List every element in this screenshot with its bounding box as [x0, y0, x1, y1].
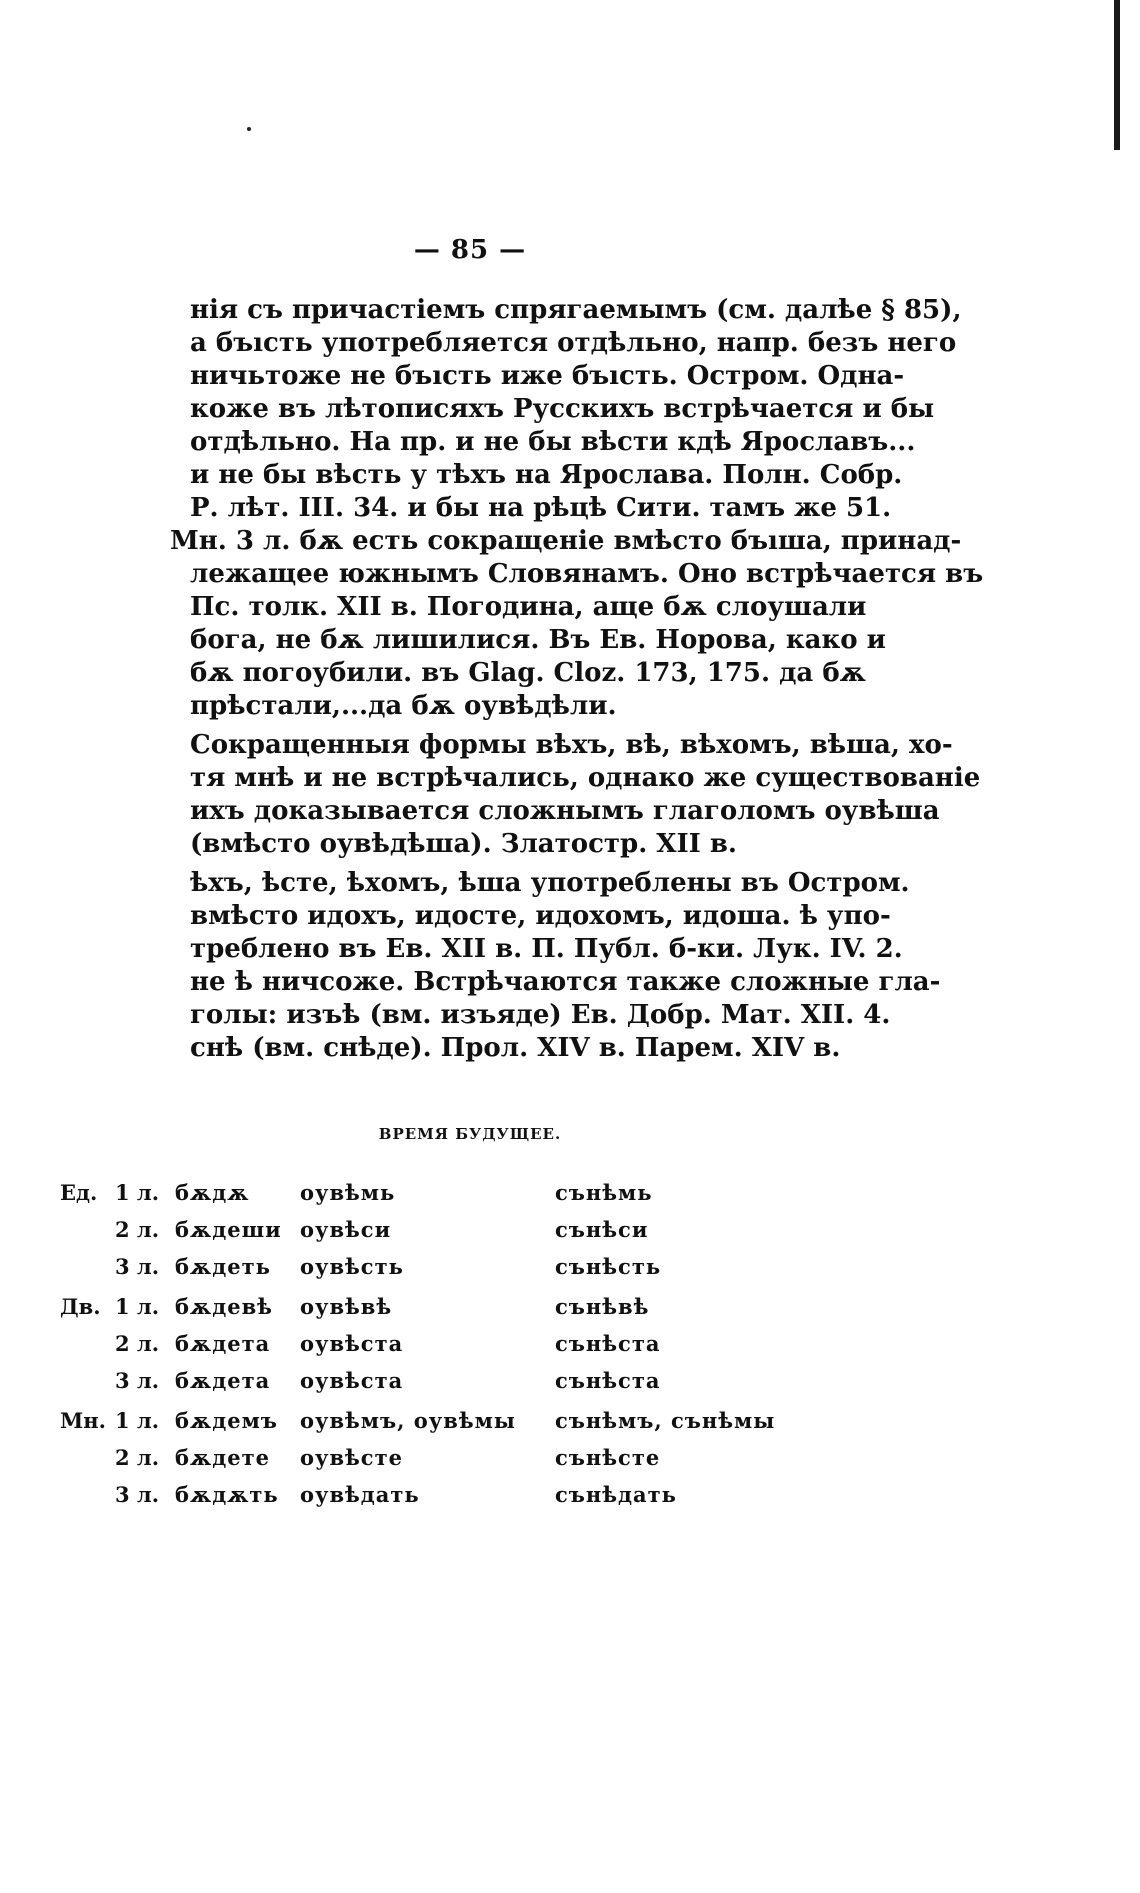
text-line: и не бы вѣсть у тѣхъ на Ярослава. Полн. Собр. [190, 460, 903, 490]
form-cell: бѫдете [175, 1445, 270, 1470]
form-cell: сънѣсть [555, 1254, 662, 1279]
form-cell: сънѣмъ, сънѣмы [555, 1408, 776, 1433]
text-line: коже въ лѣтописяхъ Русскихъ встрѣчается и бы [190, 394, 935, 424]
text-line: не ѣ ничсоже. Встрѣчаются также сложные гла- [190, 967, 941, 997]
page-number: — 85 — [413, 235, 527, 265]
person-label: 1 л. [115, 1408, 160, 1433]
conjugation-row [60, 1180, 820, 1217]
form-cell: бѫдета [175, 1368, 271, 1393]
text-line: ничьтоже не бъıсть иже бъıсть. Остром. Одна- [190, 361, 905, 391]
text-line: бѫ погоубили. въ Glag. Cloz. 173, 175. да бѫ [190, 658, 866, 688]
number-label: Дв. [60, 1294, 101, 1319]
person-label: 2 л. [115, 1445, 160, 1470]
form-cell: сънѣдать [555, 1482, 677, 1507]
person-label: 2 л. [115, 1217, 160, 1242]
form-cell: оувѣсть [300, 1254, 404, 1279]
form-cell: бѫдевѣ [175, 1294, 273, 1319]
text-line: вмѣсто идохъ, идосте, идохомъ, идоша. ѣ упо- [190, 901, 891, 931]
text-line: ихъ доказывается сложнымъ глаголомъ оувѣша [190, 796, 940, 826]
conjugation-row [60, 1408, 820, 1445]
form-cell: сънѣмь [555, 1180, 653, 1205]
form-cell: бѫдѫ [175, 1180, 250, 1205]
text-line: ѣхъ, ѣсте, ѣхомъ, ѣша употреблены въ Остром. [190, 868, 910, 898]
text-line: Пс. толк. XII в. Погодина, аще бѫ слоушали [190, 592, 867, 622]
text-line: Сокращенныя формы вѣхъ, вѣ, вѣхомъ, вѣша, хо- [190, 730, 953, 760]
text-line: нія съ причастіемъ спрягаемымъ (см. далѣе § 85), [190, 295, 962, 325]
scan-edge-line [1114, 0, 1120, 150]
section-heading: ВРЕМЯ БУДУЩЕЕ. [378, 1125, 562, 1143]
number-label: Ед. [60, 1180, 98, 1205]
person-label: 3 л. [115, 1368, 160, 1393]
conjugation-row [60, 1331, 820, 1368]
form-cell: сънѣста [555, 1331, 661, 1356]
text-line: голы: изъѣ (вм. изъяде) Ев. Добр. Мат. XII. 4. [190, 1000, 891, 1030]
text-line: прѣстали,...да бѫ оувѣдѣли. [190, 691, 617, 721]
conjugation-row [60, 1445, 820, 1482]
conjugation-row [60, 1294, 820, 1331]
text-line: (вмѣсто оувѣдѣша). Златостр. XII в. [190, 829, 737, 859]
conjugation-table [60, 1180, 820, 1519]
form-cell: бѫдеши [175, 1217, 282, 1242]
form-cell: оувѣста [300, 1368, 404, 1393]
person-label: 3 л. [115, 1482, 160, 1507]
paragraph-1 [190, 294, 962, 525]
person-label: 1 л. [115, 1180, 160, 1205]
conjugation-row [60, 1368, 820, 1408]
form-cell: сънѣсте [555, 1445, 661, 1470]
conjugation-row [60, 1482, 820, 1519]
form-cell: оувѣста [300, 1331, 404, 1356]
text-line: треблено въ Ев. XII в. П. Публ. б-ки. Лук. IV. 2. [190, 934, 903, 964]
form-cell: бѫдеть [175, 1254, 271, 1279]
person-label: 3 л. [115, 1254, 160, 1279]
text-line: тя мнѣ и не встрѣчались, однако же существованіе [190, 763, 981, 793]
text-line: снѣ (вм. снѣде). Прол. XIV в. Парем. XIV в. [190, 1033, 841, 1063]
form-cell: оувѣсте [300, 1445, 403, 1470]
conjugation-row [60, 1217, 820, 1254]
form-cell: оувѣмь [300, 1180, 396, 1205]
person-label: 2 л. [115, 1331, 160, 1356]
text-line: лежащее южнымъ Словянамъ. Оно встрѣчается въ [190, 559, 984, 589]
form-cell: сънѣвѣ [555, 1294, 650, 1319]
scan-speck [247, 127, 251, 131]
paragraph-2 [170, 525, 984, 723]
paragraph-3 [190, 729, 981, 861]
body-text [170, 294, 984, 1065]
text-line: а бъıсть употребляется отдѣльно, напр. безъ него [190, 328, 957, 358]
form-cell: оувѣмъ, оувѣмы [300, 1408, 516, 1433]
text-line: бога, не бѫ лишилися. Въ Ев. Норова, како и [190, 625, 886, 655]
form-cell: оувѣдать [300, 1482, 420, 1507]
text-line: Мн. 3 л. бѫ есть сокращеніе вмѣсто бъıша, принад- [170, 526, 962, 556]
text-line: Р. лѣт. III. 34. и бы на рѣцѣ Сити. тамъ же 51. [190, 493, 892, 523]
form-cell: бѫдета [175, 1331, 271, 1356]
form-cell: бѫдемъ [175, 1408, 278, 1433]
person-label: 1 л. [115, 1294, 160, 1319]
number-label: Мн. [60, 1408, 106, 1433]
form-cell: бѫдѫть [175, 1482, 279, 1507]
text-line: отдѣльно. На пр. и не бы вѣсти кдѣ Ярославъ... [190, 427, 916, 457]
conjugation-row [60, 1254, 820, 1294]
paragraph-4 [190, 867, 941, 1065]
form-cell: сънѣси [555, 1217, 649, 1242]
form-cell: оувѣси [300, 1217, 392, 1242]
form-cell: оувѣвѣ [300, 1294, 393, 1319]
form-cell: сънѣста [555, 1368, 661, 1393]
